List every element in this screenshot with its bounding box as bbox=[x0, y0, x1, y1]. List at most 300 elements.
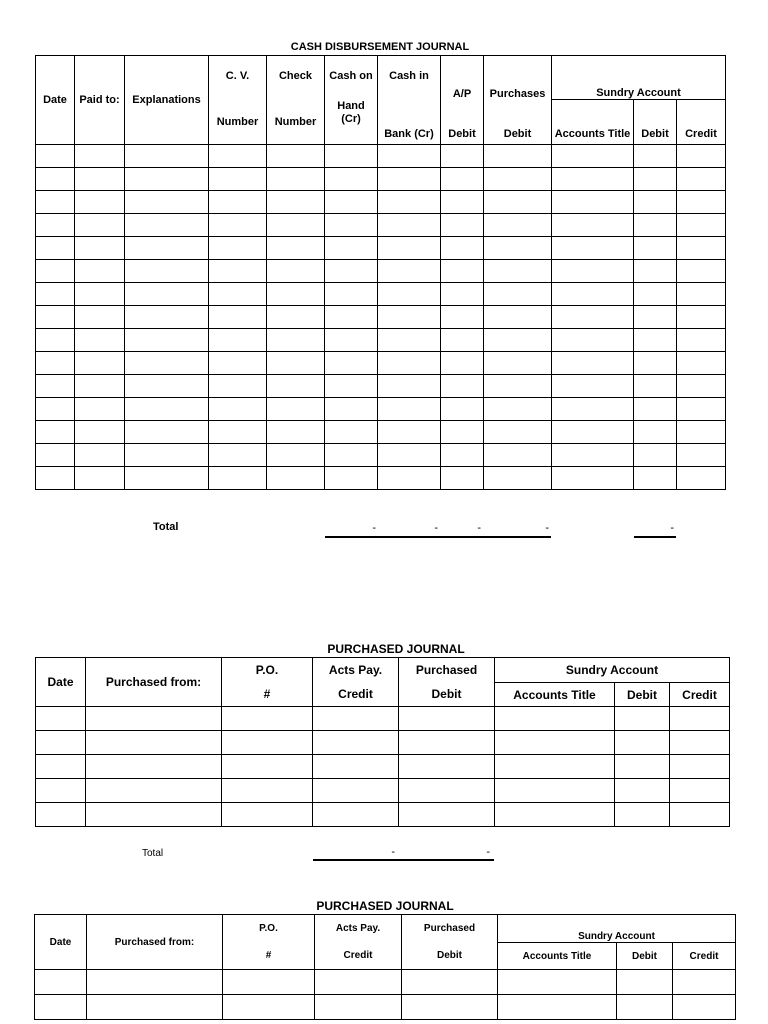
cdj-cell[interactable] bbox=[325, 191, 378, 214]
pj1-cell[interactable] bbox=[86, 731, 222, 755]
pj1-cell[interactable] bbox=[86, 755, 222, 779]
pj1-row bbox=[36, 755, 730, 779]
pj2-cell[interactable] bbox=[87, 970, 223, 995]
cdj-cell[interactable] bbox=[209, 168, 267, 191]
cdj-cell[interactable] bbox=[484, 145, 552, 168]
cdj-cell[interactable] bbox=[36, 283, 75, 306]
cdj-cell[interactable] bbox=[677, 168, 726, 191]
cdj-cell[interactable] bbox=[75, 260, 125, 283]
pj2-cell[interactable] bbox=[315, 995, 402, 1020]
cdj-cell[interactable] bbox=[441, 168, 484, 191]
pj2-cell[interactable] bbox=[223, 995, 315, 1020]
cdj-header-coh-top: Cash on bbox=[325, 56, 378, 100]
cdj-cell[interactable] bbox=[441, 398, 484, 421]
cdj-row bbox=[36, 352, 726, 375]
cdj-header-ap-bottom: Debit bbox=[441, 100, 484, 145]
cdj-cell[interactable] bbox=[125, 145, 209, 168]
cdj-cell[interactable] bbox=[552, 214, 634, 237]
cdj-cell[interactable] bbox=[267, 283, 325, 306]
pj1-row bbox=[36, 779, 730, 803]
cdj-cell[interactable] bbox=[75, 214, 125, 237]
cdj-cell[interactable] bbox=[267, 398, 325, 421]
cdj-cell[interactable] bbox=[552, 283, 634, 306]
cdj-body bbox=[36, 145, 726, 490]
pj1-cell[interactable] bbox=[36, 731, 86, 755]
pj1-cell[interactable] bbox=[495, 731, 615, 755]
cdj-cell[interactable] bbox=[441, 191, 484, 214]
cdj-cell[interactable] bbox=[325, 260, 378, 283]
cdj-cell[interactable] bbox=[36, 168, 75, 191]
cdj-cell[interactable] bbox=[125, 214, 209, 237]
cdj-cell[interactable] bbox=[378, 375, 441, 398]
pj2-row bbox=[35, 970, 736, 995]
pj1-cell[interactable] bbox=[222, 803, 313, 827]
cdj-cell[interactable] bbox=[36, 260, 75, 283]
cdj-cell[interactable] bbox=[634, 260, 677, 283]
cdj-row bbox=[36, 214, 726, 237]
cdj-cell[interactable] bbox=[125, 352, 209, 375]
pj2-title: PURCHASED JOURNAL bbox=[316, 899, 454, 913]
pj2-cell[interactable] bbox=[673, 995, 736, 1020]
cdj-cell[interactable] bbox=[484, 352, 552, 375]
pj2-cell[interactable] bbox=[617, 970, 673, 995]
cdj-cell[interactable] bbox=[325, 329, 378, 352]
cdj-cell[interactable] bbox=[552, 421, 634, 444]
cdj-cell[interactable] bbox=[677, 191, 726, 214]
cdj-cell[interactable] bbox=[484, 214, 552, 237]
cdj-cell[interactable] bbox=[378, 329, 441, 352]
cdj-cell[interactable] bbox=[125, 467, 209, 490]
cdj-cell[interactable] bbox=[125, 260, 209, 283]
cdj-cell[interactable] bbox=[677, 375, 726, 398]
cdj-cell[interactable] bbox=[209, 352, 267, 375]
cdj-cell[interactable] bbox=[209, 191, 267, 214]
cdj-cell[interactable] bbox=[484, 306, 552, 329]
pj2-cell[interactable] bbox=[35, 970, 87, 995]
cdj-cell[interactable] bbox=[441, 145, 484, 168]
cdj-cell[interactable] bbox=[325, 375, 378, 398]
cdj-cell[interactable] bbox=[677, 145, 726, 168]
pj1-cell[interactable] bbox=[222, 731, 313, 755]
cdj-cell[interactable] bbox=[325, 444, 378, 467]
pj1-cell[interactable] bbox=[313, 707, 399, 731]
cdj-cell[interactable] bbox=[125, 237, 209, 260]
pj1-row bbox=[36, 707, 730, 731]
cdj-cell[interactable] bbox=[484, 467, 552, 490]
pj2-header-accounts-title: Accounts Title bbox=[498, 943, 617, 970]
pj1-cell[interactable] bbox=[36, 755, 86, 779]
cdj-cell[interactable] bbox=[267, 375, 325, 398]
pj1-cell[interactable] bbox=[399, 755, 495, 779]
cdj-cell[interactable] bbox=[677, 398, 726, 421]
cdj-cell[interactable] bbox=[209, 444, 267, 467]
cdj-cell[interactable] bbox=[634, 214, 677, 237]
cdj-cell[interactable] bbox=[75, 467, 125, 490]
cdj-cell[interactable] bbox=[36, 375, 75, 398]
pj1-cell[interactable] bbox=[399, 731, 495, 755]
cdj-cell[interactable] bbox=[634, 168, 677, 191]
cdj-cell[interactable] bbox=[484, 421, 552, 444]
cdj-cell[interactable] bbox=[267, 444, 325, 467]
cdj-cell[interactable] bbox=[441, 421, 484, 444]
cdj-cell[interactable] bbox=[634, 352, 677, 375]
pj1-header-purchased-from: Purchased from: bbox=[86, 658, 222, 707]
pj1-cell[interactable] bbox=[36, 707, 86, 731]
cdj-cell[interactable] bbox=[325, 352, 378, 375]
cdj-cell[interactable] bbox=[677, 283, 726, 306]
cdj-cell[interactable] bbox=[634, 145, 677, 168]
cdj-cell[interactable] bbox=[125, 191, 209, 214]
cdj-cell[interactable] bbox=[552, 444, 634, 467]
cdj-cell[interactable] bbox=[677, 467, 726, 490]
cdj-cell[interactable] bbox=[552, 191, 634, 214]
cdj-cell[interactable] bbox=[209, 329, 267, 352]
cdj-cell[interactable] bbox=[378, 260, 441, 283]
pj1-header-po-bottom: # bbox=[222, 683, 313, 707]
pj1-cell[interactable] bbox=[313, 755, 399, 779]
cdj-cell[interactable] bbox=[441, 467, 484, 490]
cdj-cell[interactable] bbox=[75, 398, 125, 421]
cdj-header-ap-top: A/P bbox=[441, 56, 484, 100]
cdj-cell[interactable] bbox=[634, 421, 677, 444]
cdj-header-cv-bottom: Number bbox=[209, 100, 267, 145]
cdj-cell[interactable] bbox=[378, 168, 441, 191]
pj2-header-purchased-bottom: Debit bbox=[402, 943, 498, 970]
cdj-cell[interactable] bbox=[267, 329, 325, 352]
cdj-row bbox=[36, 467, 726, 490]
cdj-cell[interactable] bbox=[325, 398, 378, 421]
cdj-cell[interactable] bbox=[125, 398, 209, 421]
pj1-cell[interactable] bbox=[36, 803, 86, 827]
cdj-cell[interactable] bbox=[378, 444, 441, 467]
cdj-cell[interactable] bbox=[378, 421, 441, 444]
cdj-header-explanations: Explanations bbox=[125, 56, 209, 145]
cdj-cell[interactable] bbox=[209, 306, 267, 329]
pj1-cell[interactable] bbox=[86, 779, 222, 803]
cdj-cell[interactable] bbox=[325, 306, 378, 329]
pj2-cell[interactable] bbox=[223, 970, 315, 995]
cdj-total-value: - bbox=[434, 522, 438, 534]
cdj-header-cib-top: Cash in bbox=[378, 56, 441, 100]
cdj-cell[interactable] bbox=[36, 145, 75, 168]
pj1-header-accounts-title: Accounts Title bbox=[495, 683, 615, 707]
pj1-header-sundry: Sundry Account bbox=[495, 658, 730, 683]
cdj-cell[interactable] bbox=[36, 214, 75, 237]
cdj-cell[interactable] bbox=[267, 237, 325, 260]
cdj-cell[interactable] bbox=[267, 467, 325, 490]
cdj-cell[interactable] bbox=[378, 191, 441, 214]
pj1-header-purchased-top: Purchased bbox=[399, 658, 495, 683]
cdj-cell[interactable] bbox=[484, 237, 552, 260]
cdj-cell[interactable] bbox=[552, 168, 634, 191]
cdj-cell[interactable] bbox=[378, 283, 441, 306]
cdj-header-paid-to: Paid to: bbox=[75, 56, 125, 145]
cdj-total-line-1 bbox=[325, 536, 551, 538]
cdj-cell[interactable] bbox=[209, 260, 267, 283]
cdj-cell[interactable] bbox=[267, 145, 325, 168]
cdj-cell[interactable] bbox=[677, 329, 726, 352]
cdj-cell[interactable] bbox=[267, 421, 325, 444]
cdj-cell[interactable] bbox=[378, 214, 441, 237]
cdj-cell[interactable] bbox=[634, 283, 677, 306]
pj1-cell[interactable] bbox=[86, 707, 222, 731]
pj1-header-credit: Credit bbox=[670, 683, 730, 707]
cdj-cell[interactable] bbox=[267, 260, 325, 283]
pj1-cell[interactable] bbox=[399, 779, 495, 803]
cdj-cell[interactable] bbox=[209, 237, 267, 260]
cdj-cell[interactable] bbox=[634, 375, 677, 398]
pj2-header-sundry: Sundry Account bbox=[498, 915, 736, 943]
pj1-cell[interactable] bbox=[670, 755, 730, 779]
cdj-header-credit: Credit bbox=[677, 100, 726, 145]
cdj-cell[interactable] bbox=[378, 237, 441, 260]
pj1-cell[interactable] bbox=[313, 731, 399, 755]
cdj-cell[interactable] bbox=[209, 145, 267, 168]
cdj-cell[interactable] bbox=[552, 145, 634, 168]
cdj-row bbox=[36, 375, 726, 398]
pj1-cell[interactable] bbox=[670, 731, 730, 755]
cdj-cell[interactable] bbox=[378, 306, 441, 329]
cdj-cell[interactable] bbox=[634, 306, 677, 329]
cdj-cell[interactable] bbox=[552, 306, 634, 329]
cdj-cell[interactable] bbox=[677, 214, 726, 237]
cdj-row bbox=[36, 260, 726, 283]
cdj-cell[interactable] bbox=[325, 421, 378, 444]
cdj-cell[interactable] bbox=[484, 375, 552, 398]
cdj-cell[interactable] bbox=[75, 421, 125, 444]
cdj-cell[interactable] bbox=[441, 329, 484, 352]
pj2-row bbox=[35, 995, 736, 1020]
cdj-row bbox=[36, 168, 726, 191]
cdj-cell[interactable] bbox=[441, 237, 484, 260]
cdj-row bbox=[36, 306, 726, 329]
cdj-cell[interactable] bbox=[36, 444, 75, 467]
cdj-cell[interactable] bbox=[125, 283, 209, 306]
cdj-cell[interactable] bbox=[677, 444, 726, 467]
pj2-cell[interactable] bbox=[35, 995, 87, 1020]
cdj-cell[interactable] bbox=[75, 375, 125, 398]
cdj-cell[interactable] bbox=[36, 352, 75, 375]
cdj-title: CASH DISBURSEMENT JOURNAL bbox=[290, 41, 470, 53]
cdj-row bbox=[36, 444, 726, 467]
cdj-cell[interactable] bbox=[125, 168, 209, 191]
cdj-cell[interactable] bbox=[552, 398, 634, 421]
cdj-cell[interactable] bbox=[677, 421, 726, 444]
pj1-cell[interactable] bbox=[495, 779, 615, 803]
pj1-cell[interactable] bbox=[670, 707, 730, 731]
cdj-cell[interactable] bbox=[75, 306, 125, 329]
cdj-cell[interactable] bbox=[677, 306, 726, 329]
cdj-cell[interactable] bbox=[267, 352, 325, 375]
pj1-cell[interactable] bbox=[313, 779, 399, 803]
cdj-cell[interactable] bbox=[484, 283, 552, 306]
cdj-cell[interactable] bbox=[441, 260, 484, 283]
cdj-cell[interactable] bbox=[36, 191, 75, 214]
pj1-cell[interactable] bbox=[615, 731, 670, 755]
cdj-cell[interactable] bbox=[552, 260, 634, 283]
cdj-cell[interactable] bbox=[552, 352, 634, 375]
cdj-cell[interactable] bbox=[441, 444, 484, 467]
pj1-cell[interactable] bbox=[495, 755, 615, 779]
cdj-cell[interactable] bbox=[125, 329, 209, 352]
pj1-cell[interactable] bbox=[222, 779, 313, 803]
cdj-cell[interactable] bbox=[75, 444, 125, 467]
cdj-cell[interactable] bbox=[634, 329, 677, 352]
cdj-cell[interactable] bbox=[441, 283, 484, 306]
cdj-cell[interactable] bbox=[75, 352, 125, 375]
cdj-cell[interactable] bbox=[75, 329, 125, 352]
pj1-cell[interactable] bbox=[615, 707, 670, 731]
cdj-header-date: Date bbox=[36, 56, 75, 145]
pj1-header-po-top: P.O. bbox=[222, 658, 313, 683]
pj2-header-po-top: P.O. bbox=[223, 915, 315, 943]
cdj-cell[interactable] bbox=[552, 237, 634, 260]
cdj-cell[interactable] bbox=[484, 191, 552, 214]
pj1-header-ap-bottom: Credit bbox=[313, 683, 399, 707]
pj2-cell[interactable] bbox=[673, 970, 736, 995]
pj1-cell[interactable] bbox=[313, 803, 399, 827]
cdj-cell[interactable] bbox=[209, 467, 267, 490]
cdj-cell[interactable] bbox=[677, 352, 726, 375]
cdj-cell[interactable] bbox=[125, 421, 209, 444]
cdj-cell[interactable] bbox=[325, 237, 378, 260]
cdj-cell[interactable] bbox=[484, 168, 552, 191]
cdj-cell[interactable] bbox=[325, 168, 378, 191]
cdj-cell[interactable] bbox=[552, 375, 634, 398]
cdj-row bbox=[36, 398, 726, 421]
cdj-cell[interactable] bbox=[484, 260, 552, 283]
pj1-cell[interactable] bbox=[615, 755, 670, 779]
cdj-header-check-bottom: Number bbox=[267, 100, 325, 145]
pj2-cell[interactable] bbox=[498, 970, 617, 995]
cdj-cell[interactable] bbox=[267, 168, 325, 191]
pj1-cell[interactable] bbox=[399, 707, 495, 731]
cdj-header-debit: Debit bbox=[634, 100, 677, 145]
cdj-cell[interactable] bbox=[209, 283, 267, 306]
cdj-cell[interactable] bbox=[36, 398, 75, 421]
cdj-cell[interactable] bbox=[125, 375, 209, 398]
cdj-cell[interactable] bbox=[325, 283, 378, 306]
cdj-cell[interactable] bbox=[209, 398, 267, 421]
cdj-cell[interactable] bbox=[634, 467, 677, 490]
cdj-cell[interactable] bbox=[36, 237, 75, 260]
pj2-header-ap-bottom: Credit bbox=[315, 943, 402, 970]
cdj-cell[interactable] bbox=[441, 375, 484, 398]
cdj-cell[interactable] bbox=[209, 375, 267, 398]
cdj-cell[interactable] bbox=[378, 145, 441, 168]
cdj-cell[interactable] bbox=[634, 444, 677, 467]
pj1-cell[interactable] bbox=[670, 803, 730, 827]
pj1-header-debit: Debit bbox=[615, 683, 670, 707]
cdj-cell[interactable] bbox=[36, 306, 75, 329]
pj1-table bbox=[35, 657, 730, 827]
pj2-header-po-bottom: # bbox=[223, 943, 315, 970]
pj1-cell[interactable] bbox=[670, 779, 730, 803]
pj1-cell[interactable] bbox=[222, 755, 313, 779]
cdj-cell[interactable] bbox=[75, 191, 125, 214]
cdj-cell[interactable] bbox=[441, 214, 484, 237]
cdj-header-check-top: Check bbox=[267, 56, 325, 100]
pj2-header-purchased-from: Purchased from: bbox=[87, 915, 223, 970]
pj1-total-value: - bbox=[486, 846, 490, 858]
cdj-cell[interactable] bbox=[267, 306, 325, 329]
cdj-table bbox=[35, 55, 726, 490]
cdj-cell[interactable] bbox=[484, 329, 552, 352]
cdj-cell[interactable] bbox=[75, 168, 125, 191]
cdj-cell[interactable] bbox=[378, 467, 441, 490]
cdj-cell[interactable] bbox=[125, 444, 209, 467]
cdj-cell[interactable] bbox=[36, 421, 75, 444]
cdj-cell[interactable] bbox=[209, 214, 267, 237]
cdj-cell[interactable] bbox=[125, 306, 209, 329]
cdj-row bbox=[36, 283, 726, 306]
cdj-row bbox=[36, 421, 726, 444]
cdj-cell[interactable] bbox=[677, 237, 726, 260]
cdj-cell[interactable] bbox=[209, 421, 267, 444]
pj2-cell[interactable] bbox=[498, 995, 617, 1020]
pj1-body bbox=[36, 707, 730, 827]
cdj-cell[interactable] bbox=[267, 191, 325, 214]
cdj-cell[interactable] bbox=[378, 398, 441, 421]
pj1-cell[interactable] bbox=[495, 707, 615, 731]
cdj-cell[interactable] bbox=[325, 145, 378, 168]
cdj-cell[interactable] bbox=[36, 467, 75, 490]
cdj-cell[interactable] bbox=[441, 306, 484, 329]
cdj-cell[interactable] bbox=[634, 398, 677, 421]
cdj-cell[interactable] bbox=[325, 467, 378, 490]
cdj-cell[interactable] bbox=[677, 260, 726, 283]
pj2-table bbox=[34, 914, 736, 1020]
cdj-cell[interactable] bbox=[552, 467, 634, 490]
pj1-cell[interactable] bbox=[222, 707, 313, 731]
pj2-cell[interactable] bbox=[87, 995, 223, 1020]
cdj-header-coh-bottom: Hand (Cr) bbox=[325, 100, 378, 145]
pj1-cell[interactable] bbox=[495, 803, 615, 827]
cdj-cell[interactable] bbox=[634, 237, 677, 260]
cdj-cell[interactable] bbox=[484, 444, 552, 467]
cdj-cell[interactable] bbox=[378, 352, 441, 375]
cdj-cell[interactable] bbox=[634, 191, 677, 214]
pj1-total-label: Total bbox=[142, 848, 164, 859]
pj2-header-debit: Debit bbox=[617, 943, 673, 970]
pj2-cell[interactable] bbox=[402, 970, 498, 995]
pj2-cell[interactable] bbox=[315, 970, 402, 995]
cdj-cell[interactable] bbox=[441, 352, 484, 375]
pj1-cell[interactable] bbox=[399, 803, 495, 827]
pj1-cell[interactable] bbox=[86, 803, 222, 827]
pj2-header-date: Date bbox=[35, 915, 87, 970]
cdj-cell[interactable] bbox=[75, 237, 125, 260]
cdj-cell[interactable] bbox=[75, 283, 125, 306]
cdj-header-purchases-top: Purchases bbox=[484, 56, 552, 100]
cdj-cell[interactable] bbox=[75, 145, 125, 168]
pj1-cell[interactable] bbox=[615, 779, 670, 803]
pj2-cell[interactable] bbox=[402, 995, 498, 1020]
pj1-header-purchased-bottom: Debit bbox=[399, 683, 495, 707]
cdj-cell[interactable] bbox=[484, 398, 552, 421]
pj1-row bbox=[36, 731, 730, 755]
pj1-cell[interactable] bbox=[615, 803, 670, 827]
cdj-header-cv-top: C. V. bbox=[209, 56, 267, 100]
cdj-total-line-2 bbox=[634, 536, 676, 538]
cdj-cell[interactable] bbox=[36, 329, 75, 352]
pj2-cell[interactable] bbox=[617, 995, 673, 1020]
cdj-cell[interactable] bbox=[552, 329, 634, 352]
cdj-header-sundry: Sundry Account bbox=[552, 56, 726, 100]
cdj-cell[interactable] bbox=[267, 214, 325, 237]
pj1-cell[interactable] bbox=[36, 779, 86, 803]
cdj-cell[interactable] bbox=[325, 214, 378, 237]
